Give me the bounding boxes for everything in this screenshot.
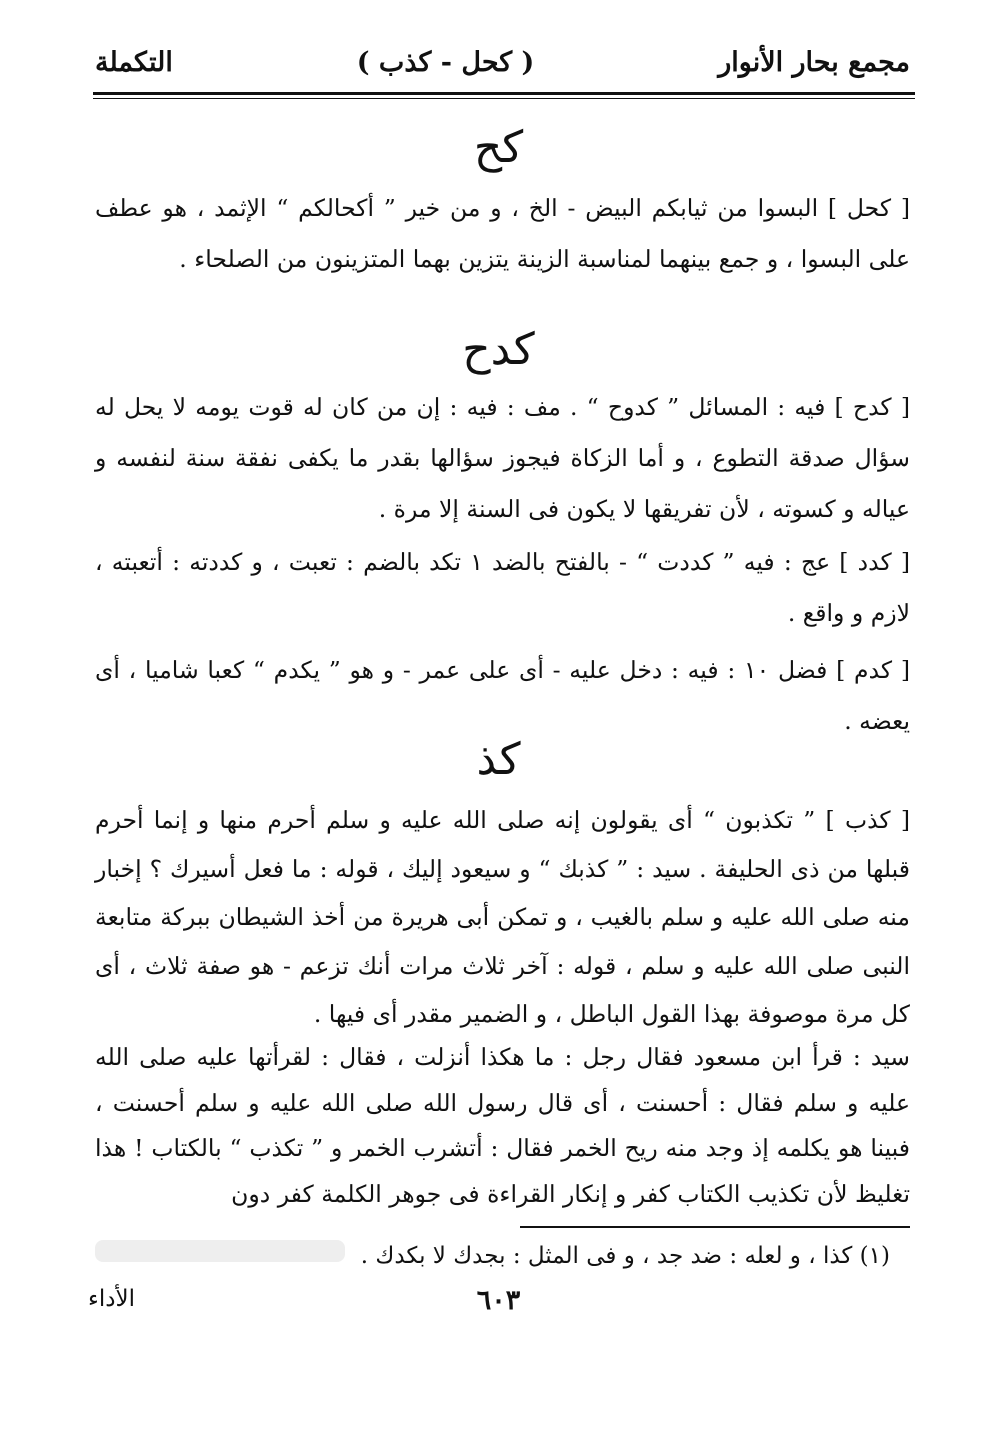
entry-paragraph: سيد : قرأ ابن مسعود فقال رجل : ما هكذا أنزلت ، فقال : لقرأتها عليه صلى الله عليه و سلم فقال : أحسنت ، أى قال رسول الله صلى الله عليه و سلم أحسنت ، فبينا هو يكلمه إذ وجد منه ريح الخمر فقال : أتشرب الخمر و ” تكذب “ بالكتاب ! هذا تغليظ لأن تكذيب الكتاب كفر و إنكار القراءة فى جوهر الكلمة كفر دون [95,1043,910,1208]
page-number: ٦٠٣ [476,1285,521,1316]
header-rule [93,92,915,95]
book-title: مجمع بحار الأنوار [718,46,910,78]
catchword: الأداء [88,1286,135,1312]
entry-paragraph: [ كذب ] ” تكذبون “ أى يقولون إنه صلى الله عليه و سلم أحرم منها و إنما أحرم قبلها من ذى الحليفة . سيد : ” كذبك “ و سيعود إليك ، قوله : ما فعل أسيرك ؟ إخبار منه صلى الله عليه و سلم بالغيب ، و تمكن أبى هريرة من أخذ الشيطان ببركة متابعة النبى صلى الله عليه و سلم ، قوله : آخر ثلاث مرات أنك تزعم - هو صفة ثلاث ، أى كل مرة موصوفة بهذا القول الباطل ، و الضمير مقدر أى فيها . [95,806,910,1028]
header-rule-thin [93,98,915,99]
running-head [95,40,910,84]
section-label: التكملة [95,46,173,78]
footnote: (١) كذا ، و لعله : ضد جد ، و فى المثل : بجدك لا بكدك . [360,1243,890,1269]
section-heading: كذ [476,734,521,785]
entry-paragraph: [ كدم ] فضل ١٠ : فيه : دخل عليه - أى على عمر - و هو ” يكدم “ كعبا شاميا ، أى يعضه . [95,656,910,735]
entry-paragraph: [ كدد ] عج : فيه ” كددت “ - بالفتح بالضد ١ تكد بالضم : تعبت ، و كددته : أتعبته ، لازم و واقع . [95,548,910,627]
section-heading: كح [473,122,524,173]
section-heading: كدح [462,324,535,375]
entry-paragraph: [ كحل ] البسوا من ثيابكم البيض - الخ ، و من خير ” أكحالكم “ الإثمد ، هو عطف على البسوا ، و جمع بينهما لمناسبة الزينة يتزين بهما المتزينون من الصلحاء . [95,194,910,273]
entry-paragraph: [ كدح ] فيه : المسائل ” كدوح “ . مف : فيه : إن من كان له قوت يومه لا يحل له سؤال صدقة التطوع ، و أما الزكاة فيجوز سؤالها بقدر ما يكفى نفقة سنة لنفسه و عياله و كسوته ، لأن تفريقها لا يكون فى السنة إلا مرة . [95,393,910,523]
footnote-rule [520,1226,910,1228]
root-range: ( كحل - كذب ) [356,46,535,78]
